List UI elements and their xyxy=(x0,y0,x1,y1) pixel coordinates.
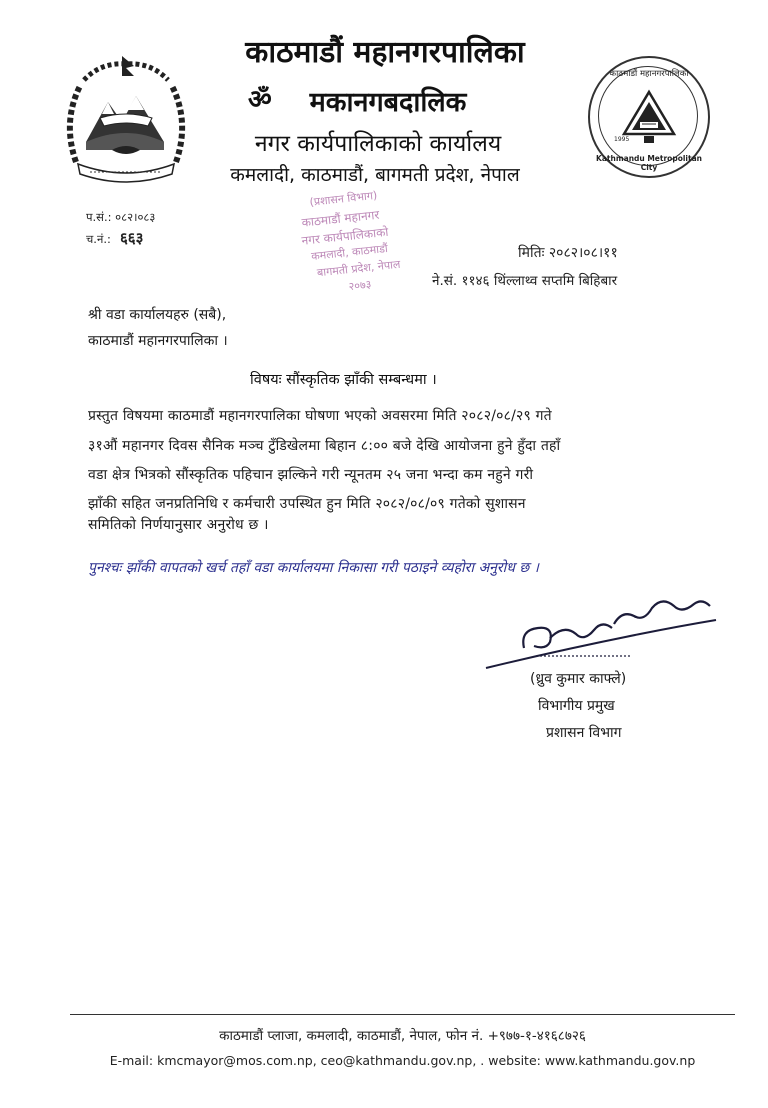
body-line-2: ३१औं महानगर दिवस सैनिक मञ्च टुँडिखेलमा बिहान ८:०० बजे देखि आयोजना हुने हुँदा तहाँ xyxy=(88,438,561,454)
office-address: कमलादी, काठमाडौं, बागमती प्रदेश, नेपाल xyxy=(230,164,520,186)
emblem-ribbon xyxy=(78,164,174,182)
seal-english-text: Kathmandu Metropolitan City xyxy=(596,154,702,172)
signatory-designation: विभागीय प्रमुख xyxy=(538,698,615,714)
footer-contact: E-mail: kmcmayor@mos.com.np, ceo@kathmandu.gov.np, . website: www.kathmandu.gov.np xyxy=(109,1053,696,1068)
signature xyxy=(480,590,720,674)
om-glyph: ॐ xyxy=(248,85,272,115)
nepal-emblem xyxy=(56,52,196,187)
stamp-line-1: (प्रशासन विभाग) xyxy=(308,188,378,209)
postscript: पुनश्चः झाँकी वापतको खर्च तहाँ वडा कार्यालयमा निकासा गरी पठाइने व्यहोरा अनुरोध छ । xyxy=(88,560,539,576)
body-line-1: प्रस्तुत विषयमा काठमाडौं महानगरपालिका घोषणा भएको अवसरमा मिति २०८२/०८/२९ गते xyxy=(88,408,552,424)
ref-number: प.सं.: ०८२।०८३ xyxy=(86,210,156,224)
stamp-line-5: बागमती प्रदेश, नेपाल xyxy=(316,257,401,280)
emblem-flag-icon xyxy=(122,56,134,76)
subject-line: विषयः सौंस्कृतिक झाँकी सम्बन्धमा । xyxy=(250,372,437,388)
cn-value: ६६३ xyxy=(120,229,144,247)
kmc-seal xyxy=(588,56,710,178)
stamp-line-4: कमलादी, काठमाडौं xyxy=(310,241,389,263)
addressee-line-2: काठमाडौं महानगरपालिका । xyxy=(88,333,228,349)
seal-year: 1995 xyxy=(614,136,630,143)
date-miti: मितिः २०८२।०८।११ xyxy=(518,245,618,261)
stamp-line-2: काठमाडौं महानगर xyxy=(300,207,380,230)
signatory-department: प्रशासन विभाग xyxy=(546,725,622,741)
stamp-line-6: २०७३ xyxy=(347,277,373,294)
date-nepal-sambat: ने.सं. ११४६ थिंल्लाथ्व सप्तमि बिहिबार xyxy=(432,273,618,289)
office-title: नगर कार्यपालिकाको कार्यालय xyxy=(254,131,502,157)
signatory-name: (ध्रुव कुमार काफ्ले) xyxy=(530,671,627,687)
body-line-3: वडा क्षेत्र भित्रको सौंस्कृतिक पहिचान झल्किने गरी न्यूनतम २५ जना भन्दा कम नहुने गरी xyxy=(88,467,534,483)
footer-divider xyxy=(70,1014,735,1015)
newari-title: मकानगबदालिक xyxy=(309,87,467,118)
body-line-4: झाँकी सहित जनप्रतिनिधि र कर्मचारी उपस्थित हुन मिति २०८२/०८/०९ गतेको सुशासन xyxy=(88,496,526,512)
municipality-title: काठमाडौं महानगरपालिका xyxy=(245,35,525,70)
addressee-line-1: श्री वडा कार्यालयहरु (सबै), xyxy=(88,307,227,323)
cn-label: च.नं.: xyxy=(86,232,111,246)
department-stamp xyxy=(287,179,430,304)
stamp-line-3: नगर कार्यपालिकाको xyxy=(300,224,390,248)
seal-outer-text: काठमाडौं महानगरपालिका xyxy=(609,69,689,79)
body-line-5: समितिको निर्णयानुसार अनुरोध छ । xyxy=(88,517,269,533)
footer-address: काठमाडौं प्लाजा, कमलादी, काठमाडौं, नेपाल, फोन नं. +९७७-१-४१६८७२६ xyxy=(219,1028,586,1044)
